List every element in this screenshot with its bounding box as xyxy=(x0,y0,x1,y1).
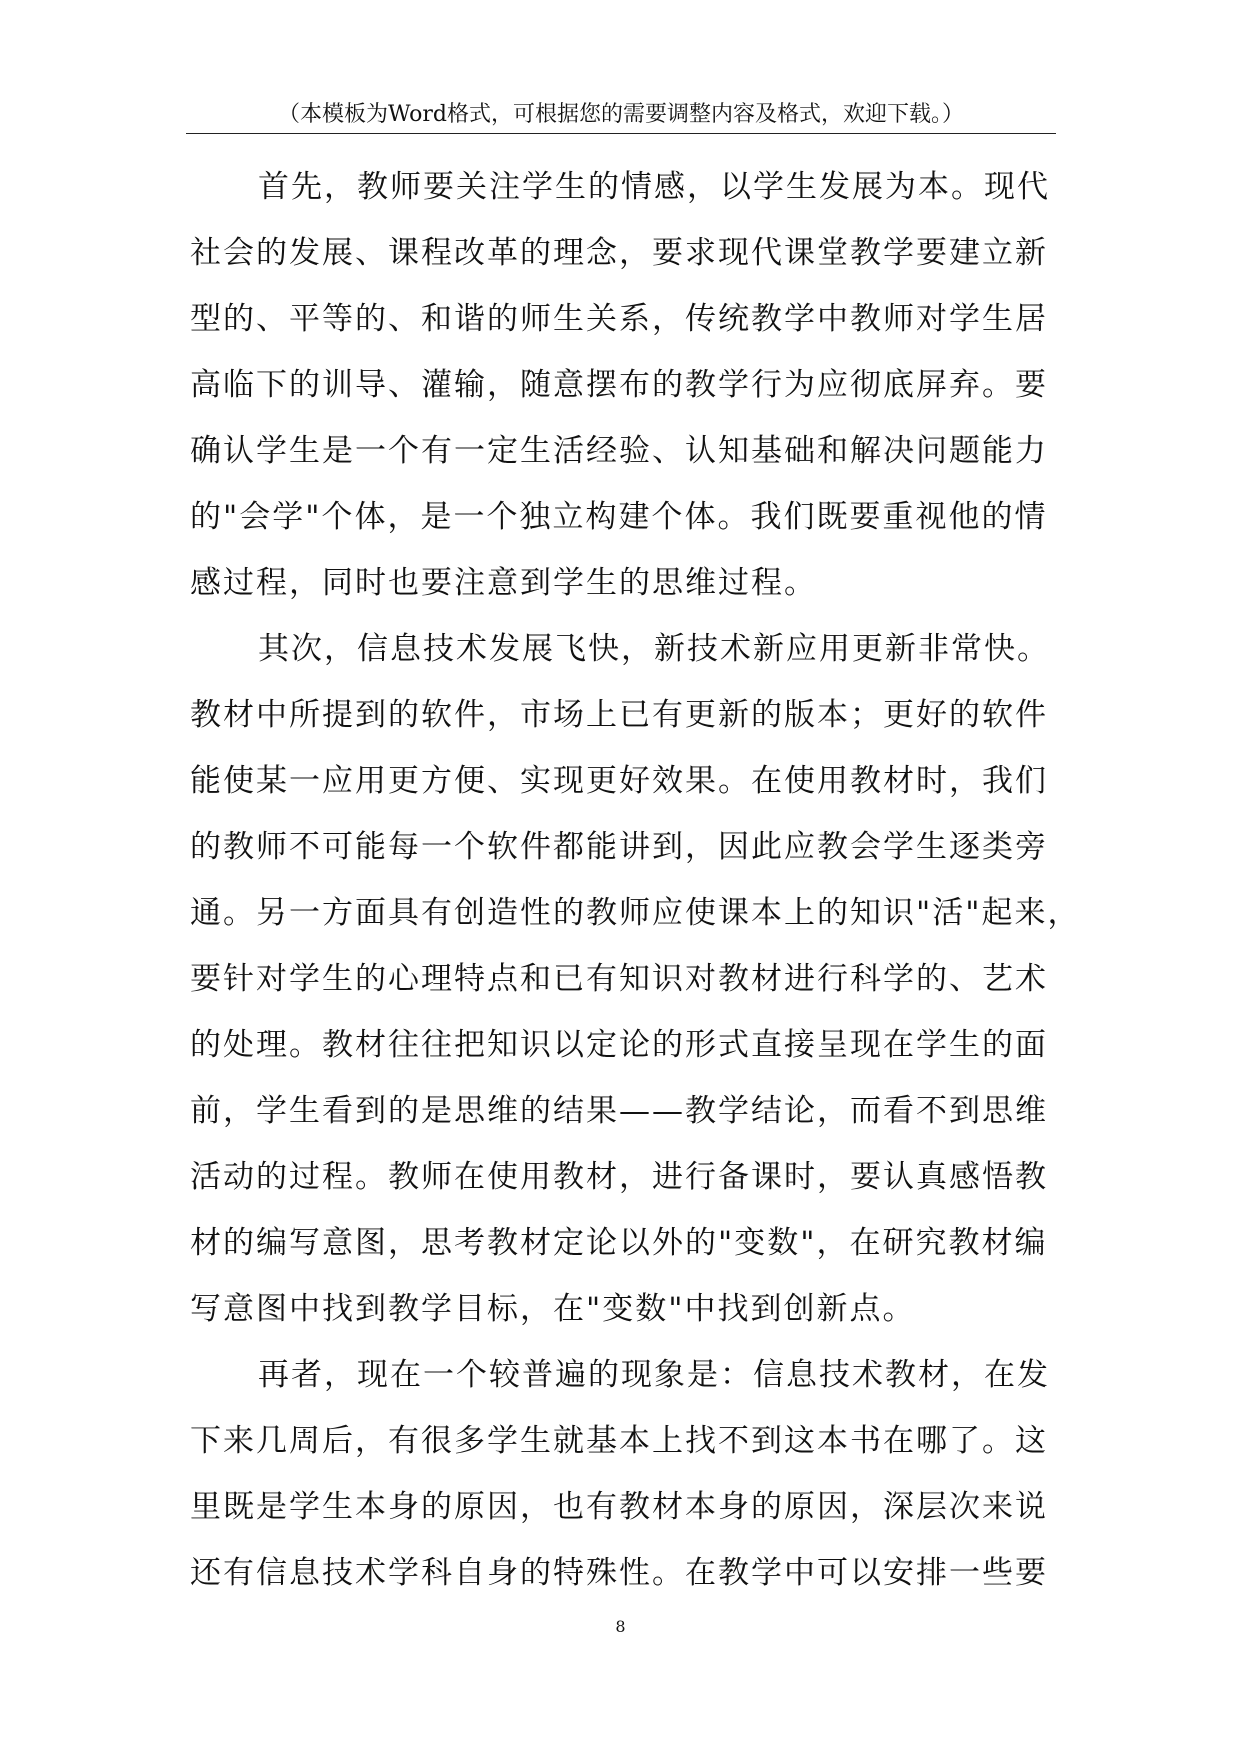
paragraph-3-line-1: 再者，现在一个较普遍的现象是：信息技术教材，在发 xyxy=(258,1357,1050,1393)
paragraph-2-line-6: 要针对学生的心理特点和已有知识对教材进行科学的、艺术 xyxy=(190,961,1048,997)
paragraph-3-line-4: 还有信息技术学科自身的特殊性。在教学中可以安排一些要 xyxy=(190,1555,1048,1591)
paragraph-1-line-1: 首先，教师要关注学生的情感，以学生发展为本。现代 xyxy=(258,169,1050,205)
paragraph-2-line-3: 能使某一应用更方便、实现更好效果。在使用教材时，我们 xyxy=(190,763,1048,799)
paragraph-2-line-2: 教材中所提到的软件，市场上已有更新的版本；更好的软件 xyxy=(190,697,1048,733)
paragraph-2-line-8: 前，学生看到的是思维的结果——教学结论，而看不到思维 xyxy=(190,1093,1048,1129)
page-number: 8 xyxy=(615,1617,626,1636)
paragraph-3-line-3: 里既是学生本身的原因，也有教材本身的原因，深层次来说 xyxy=(190,1489,1048,1525)
paragraph-2-line-11: 写意图中找到教学目标，在"变数"中找到创新点。 xyxy=(190,1291,916,1327)
paragraph-1-line-5: 确认学生是一个有一定生活经验、认知基础和解决问题能力 xyxy=(190,433,1048,469)
paragraph-1-line-4: 高临下的训导、灌输，随意摆布的教学行为应彻底屏弃。要 xyxy=(190,367,1048,403)
paragraph-1-line-7: 感过程，同时也要注意到学生的思维过程。 xyxy=(190,565,817,601)
paragraph-2-line-9: 活动的过程。教师在使用教材，进行备课时，要认真感悟教 xyxy=(190,1159,1048,1195)
paragraph-3-line-2: 下来几周后，有很多学生就基本上找不到这本书在哪了。这 xyxy=(190,1423,1048,1459)
paragraph-2-line-10: 材的编写意图，思考教材定论以外的"变数"，在研究教材编 xyxy=(190,1225,1048,1261)
paragraph-1-line-6: 的"会学"个体，是一个独立构建个体。我们既要重视他的情 xyxy=(190,499,1048,535)
paragraph-1-line-3: 型的、平等的、和谐的师生关系，传统教学中教师对学生居 xyxy=(190,301,1048,337)
paragraph-1-line-2: 社会的发展、课程改革的理念，要求现代课堂教学要建立新 xyxy=(190,235,1048,271)
header-divider xyxy=(186,133,1056,134)
paragraph-2-line-5: 通。另一方面具有创造性的教师应使课本上的知识"活"起来， xyxy=(190,895,1081,931)
header-template-note: （本模板为Word格式，可根据您的需要调整内容及格式，欢迎下载。） xyxy=(278,102,964,127)
paragraph-2-line-1: 其次，信息技术发展飞快，新技术新应用更新非常快。 xyxy=(258,631,1050,667)
paragraph-2-line-7: 的处理。教材往往把知识以定论的形式直接呈现在学生的面 xyxy=(190,1027,1048,1063)
paragraph-2-line-4: 的教师不可能每一个软件都能讲到，因此应教会学生逐类旁 xyxy=(190,829,1048,865)
body-text xyxy=(190,162,1081,1614)
